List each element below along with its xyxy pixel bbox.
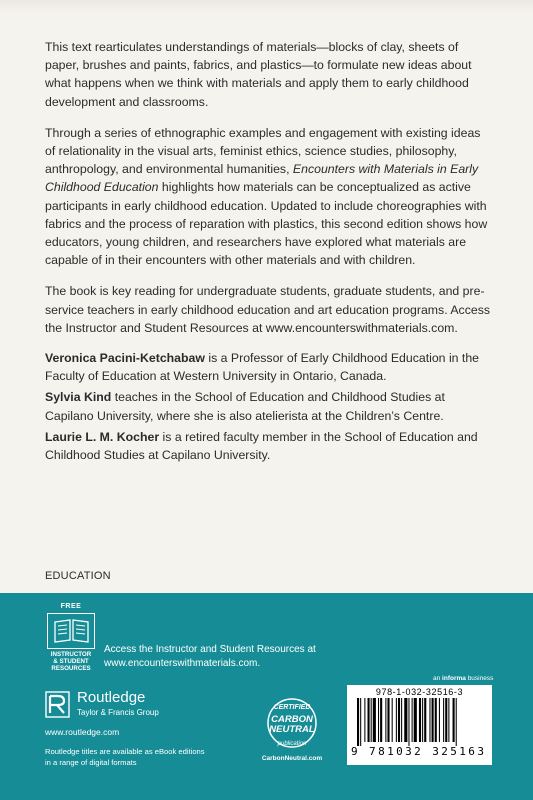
carbon-publication: publication xyxy=(277,741,307,747)
barcode-bar xyxy=(357,698,359,746)
author-bio-text: is a Professor of Early Childhood Education in the Faculty of Education at Western University in Ontario, Canada. xyxy=(45,351,480,384)
barcode-bar xyxy=(368,698,370,742)
author-name: Laurie L. M. Kocher xyxy=(45,429,160,444)
resources-url: www.encounterswithmaterials.com. xyxy=(104,658,261,669)
carbon-certified: CERTIFIED xyxy=(273,704,311,711)
publisher-url: www.routledge.com xyxy=(45,727,120,737)
subject-category: EDUCATION xyxy=(45,570,111,582)
barcode-bar xyxy=(364,698,365,742)
barcode-bar xyxy=(445,698,447,742)
carbon-neutral-badge-icon xyxy=(258,695,326,765)
barcode-bar xyxy=(408,698,409,746)
publisher-name: Routledge xyxy=(77,689,146,706)
barcode-bar xyxy=(373,698,376,742)
barcode-bar xyxy=(360,698,361,746)
badge-label: RESOURCES xyxy=(51,665,91,672)
barcode-bar xyxy=(435,698,437,742)
description-paragraph-2 xyxy=(45,124,493,270)
neutral-word: NEUTRAL xyxy=(269,724,315,735)
ebook-note xyxy=(45,746,205,768)
barcode-bar xyxy=(371,698,372,742)
barcode-bar xyxy=(396,698,397,742)
informa-suffix: business xyxy=(465,675,494,682)
barcode-bar xyxy=(453,698,455,742)
author-name: Veronica Pacini-Ketchabaw xyxy=(45,351,205,365)
book-description xyxy=(45,38,493,350)
badge-free-label: FREE xyxy=(60,603,82,610)
barcode-bar xyxy=(448,698,449,742)
barcode-digits: 9 781032 325163 xyxy=(351,745,487,758)
isbn-number: 978-1-032-32516-3 xyxy=(375,687,464,697)
barcode-bar xyxy=(419,698,421,742)
badge-label: INSTRUCTOR xyxy=(50,651,92,658)
publisher-group: Taylor & Francis Group xyxy=(77,708,159,717)
description-paragraph-1: This text rearticulates understandings of materials—blocks of clay, sheets of paper, brushes and paints, fabrics, and plastics—to formulate new ideas about what happens when we think with materials and apply them to early childhood development and classrooms. xyxy=(45,40,472,109)
barcode-bar xyxy=(398,698,400,742)
description-paragraph-3: The book is key reading for undergraduate students, graduate students, and pre-service teachers in early childhood education and art education programs. Access the Instructor and Student Resources at www.encounterswithmaterials.com. xyxy=(45,284,490,335)
back-cover-footer xyxy=(0,593,533,800)
author-name: Sylvia Kind xyxy=(45,390,112,405)
barcode-bar xyxy=(429,698,430,742)
barcode-bar xyxy=(424,698,426,742)
description-paragraph-2-rest: highlights how materials can be conceptualized as active participants in early childhood education. Updated to include choreographies with fabrics and the process of reparation with plastics, this second edition shows how educators, young children, and researchers have explored what materials are capable of in their encounters with other materials and with children. xyxy=(45,180,488,268)
resources-note xyxy=(104,643,316,671)
author-bio-text: teaches in the School of Education and Childhood Studies at Capilano University, where she is also atelierista at the Children’s Centre. xyxy=(45,390,445,423)
book-title: Encounters with Materials in Early Childhood Education xyxy=(45,162,479,195)
author-bio-text: is a retired faculty member in the School of Education and Childhood Studies at Capilano University. xyxy=(45,429,478,463)
barcode-bar xyxy=(392,698,393,742)
barcode-bar xyxy=(422,698,423,742)
ebook-line: Routledge titles are available as eBook editions xyxy=(45,747,205,756)
barcode-bar xyxy=(387,698,389,742)
description-paragraph-2-start: Through a series of ethnographic examples and engagement with existing ideas of relationality in the visual arts, feminist ethics, science studies, philosophy, anthropology, and environmental humanities, xyxy=(45,125,481,177)
informa-prefix: an xyxy=(433,675,443,682)
open-book-icon xyxy=(47,613,95,649)
informa-business-tag xyxy=(433,675,493,682)
badge-label: & STUDENT xyxy=(53,658,89,665)
barcode-bar xyxy=(401,698,402,742)
barcode-bar xyxy=(443,698,444,742)
author-bio xyxy=(45,349,493,385)
ebook-line: in a range of digital formats xyxy=(45,758,137,767)
barcode-bar xyxy=(378,698,379,742)
barcode-bar xyxy=(414,698,417,742)
author-bio xyxy=(45,388,493,424)
isbn-barcode xyxy=(347,685,492,765)
routledge-logo-icon xyxy=(45,691,70,718)
carbon-word: CARBON xyxy=(271,714,313,725)
barcode-bar xyxy=(432,698,434,742)
barcode-bar xyxy=(385,698,386,742)
barcode-bar xyxy=(439,698,440,742)
barcode-bar xyxy=(412,698,413,742)
resources-line-1: Access the Instructor and Student Resources at xyxy=(104,644,316,655)
author-bio xyxy=(45,428,493,464)
free-resources-badge xyxy=(45,603,97,672)
author-bios xyxy=(45,349,493,467)
informa-brand: informa xyxy=(442,675,466,682)
barcode-bar xyxy=(456,698,457,746)
top-strip xyxy=(0,0,533,14)
barcode-bars-icon xyxy=(357,698,483,746)
barcode-bar xyxy=(404,698,407,742)
carbon-url: CarbonNeutral.com xyxy=(261,755,323,762)
barcode-bar xyxy=(380,698,382,742)
